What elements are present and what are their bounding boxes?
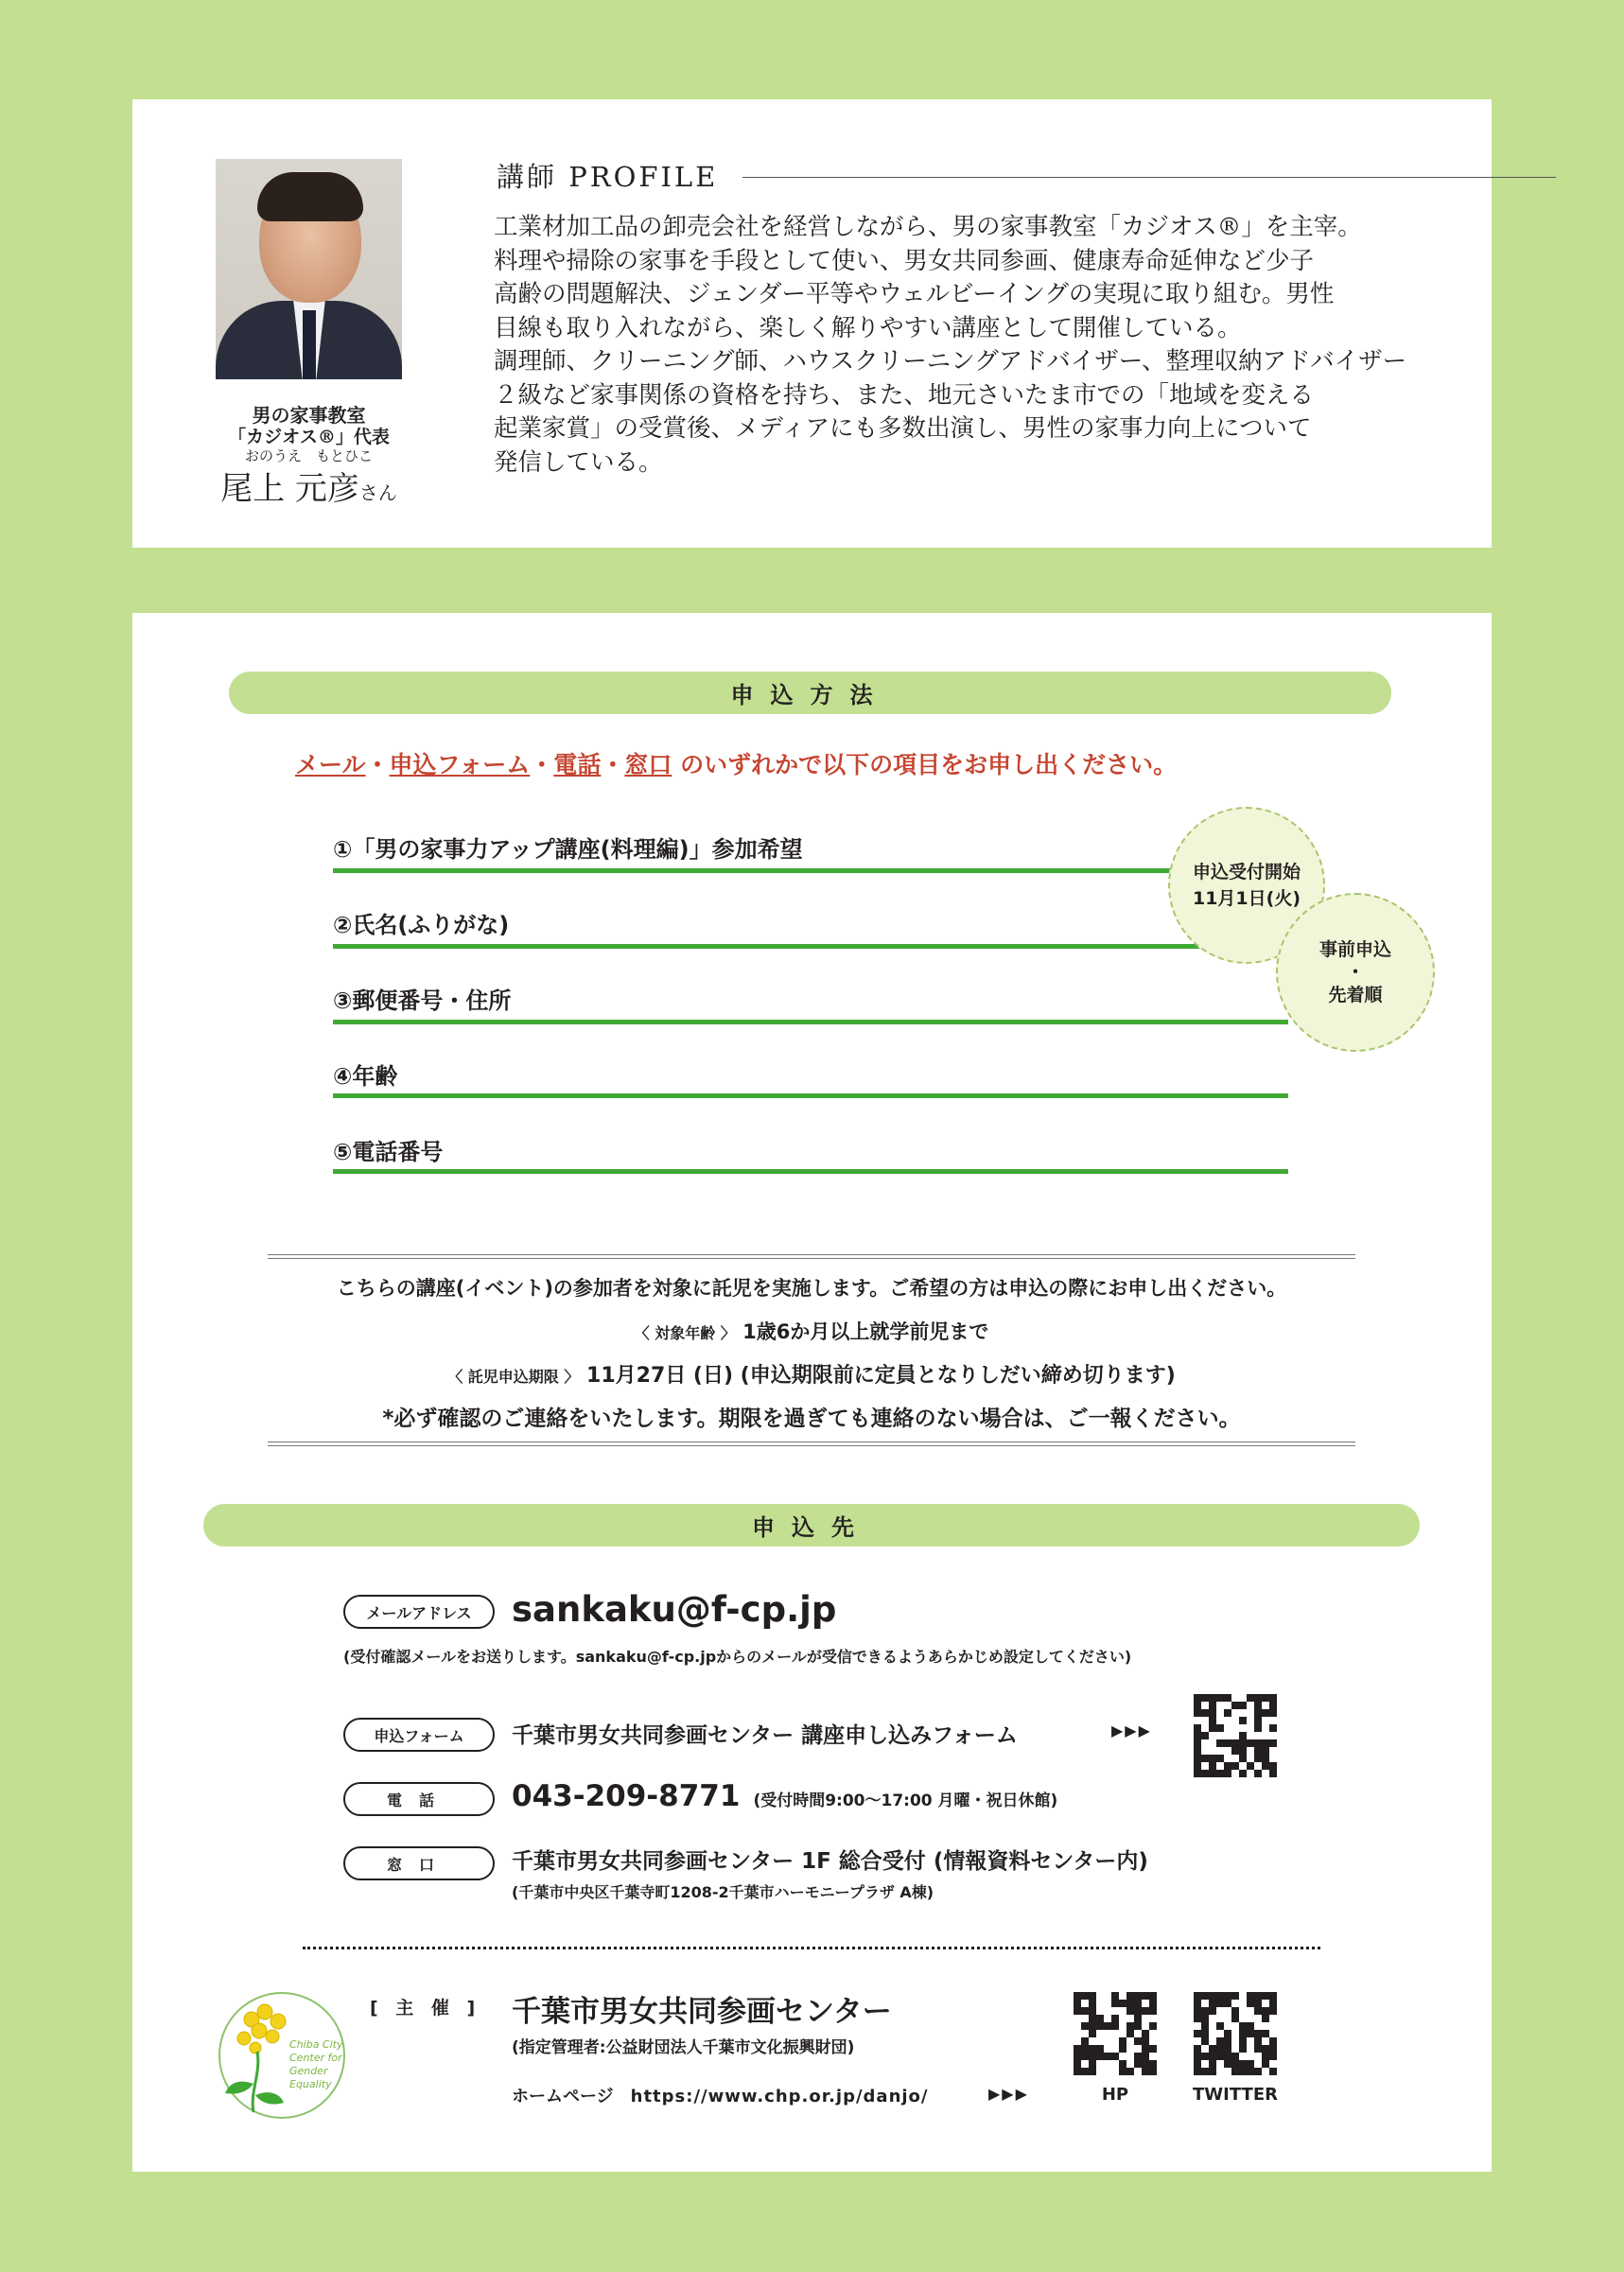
center-logo xyxy=(216,1989,348,2122)
instructor-name xyxy=(216,463,402,509)
childcare-deadline-value: 11月27日 (日) (申込期限前に定員となりしだい締め切ります) xyxy=(579,1364,1176,1388)
childcare-age-tag: 〈 対象年齢 〉 xyxy=(634,1324,736,1342)
hp-qr-code[interactable] xyxy=(1074,1992,1157,2075)
profile-line: 起業家賞」の受賞後、メディアにも多数出演し、男性の家事力向上について xyxy=(494,414,1312,443)
organizer-manager: (指定管理者:公益財団法人千葉市文化振興財団) xyxy=(512,2038,855,2057)
start-date-badge-date: 11月1日(火) xyxy=(1192,888,1301,909)
email-note: (受付確認メールをお送りします。sankaku@f-cp.jpからのメールが受信できるようあらかじめ設定してください) xyxy=(343,1648,1132,1666)
organizer-name: 千葉市男女共同参画センター xyxy=(512,1995,892,2029)
phone-label: 電話 xyxy=(343,1782,495,1816)
homepage-row xyxy=(512,2083,929,2107)
profile-line: 高齢の問題解決、ジェンダー平等やウェルビーイングの実現に取り組む。男性 xyxy=(494,280,1335,308)
method-email: メール xyxy=(295,751,366,778)
first-come-badge-line1: 事前申込 xyxy=(1318,939,1391,960)
twitter-qr-label: TWITTER xyxy=(1193,2085,1278,2105)
required-item: ②氏名(ふりがな) xyxy=(333,912,510,938)
logo-text-line: Equality xyxy=(289,2078,332,2090)
required-item: ⑤電話番号 xyxy=(333,1139,444,1165)
method-intro-tail: のいずれかで以下の項目をお申し出ください。 xyxy=(672,751,1178,778)
item-underline xyxy=(333,944,1288,949)
profile-heading: 講師 PROFILE xyxy=(497,161,719,193)
profile-body xyxy=(494,211,1441,480)
logo-text-line: Chiba City xyxy=(289,2038,343,2051)
childcare-deadline-tag: 〈 託児申込期限 〉 xyxy=(447,1368,580,1386)
organizer-label: [ 主 催 ] xyxy=(370,1998,481,2019)
phone-hours: (受付時間9:00〜17:00 月曜・祝日休館) xyxy=(753,1791,1058,1810)
twitter-qr-code[interactable] xyxy=(1194,1992,1277,2075)
method-intro xyxy=(295,746,1336,780)
profile-line: ２級など家事関係の資格を持ち、また、地元さいたま市での「地域を変える xyxy=(494,380,1315,410)
method-separator: ・ xyxy=(601,751,625,778)
method-counter: 窓口 xyxy=(624,751,672,778)
profile-line: 調理師、クリーニング師、ハウスクリーニングアドバイザー、整理収納アドバイザー xyxy=(494,347,1407,376)
counter-address: (千葉市中央区千葉寺町1208-2千葉市ハーモニープラザ A棟) xyxy=(512,1883,934,1901)
instructor-name-text: 尾上 元彦 xyxy=(220,470,359,508)
instructor-affiliation: 男の家事教室 xyxy=(252,404,366,427)
form-link[interactable]: 千葉市男女共同参画センター 講座申し込みフォーム xyxy=(512,1723,1018,1748)
method-separator: ・ xyxy=(365,751,390,778)
profile-heading-rule xyxy=(742,177,1556,178)
childcare-notice xyxy=(268,1254,1355,1446)
required-item: ③郵便番号・住所 xyxy=(333,987,512,1014)
logo-text-line: Center for xyxy=(289,2052,342,2064)
childcare-intro: こちらの講座(イベント)の参加者を対象に託児を実施します。ご希望の方は申込の際にお申し出ください。 xyxy=(336,1277,1287,1300)
method-heading: 申込方法 xyxy=(229,672,1391,714)
counter-location: 千葉市男女共同参画センター 1F 総合受付 (情報資料センター内) xyxy=(512,1849,1148,1874)
required-item: ④年齢 xyxy=(333,1063,398,1090)
item-underline xyxy=(333,868,1173,873)
phone-number-text: 043-209-8771 xyxy=(512,1779,741,1813)
dotted-divider xyxy=(303,1947,1320,1949)
childcare-age xyxy=(268,1317,1355,1345)
email-label: メールアドレス xyxy=(343,1595,495,1629)
item-underline xyxy=(333,1020,1288,1024)
homepage-url[interactable]: https://www.chp.or.jp/danjo/ xyxy=(630,2087,929,2106)
instructor-honorific: さん xyxy=(358,481,397,504)
item-underline xyxy=(333,1169,1288,1174)
childcare-deadline xyxy=(268,1359,1355,1389)
start-date-badge-label: 申込受付開始 xyxy=(1192,862,1301,883)
profile-line: 工業材加工品の卸売会社を経営しながら、男の家事教室「カジオス®」を主宰。 xyxy=(494,213,1362,241)
method-separator: ・ xyxy=(530,751,554,778)
homepage-label: ホームページ xyxy=(512,2087,614,2106)
notice-rule-bottom xyxy=(268,1442,1355,1446)
instructor-name-reading: おのうえ もとひこ xyxy=(244,447,373,464)
form-label: 申込フォーム xyxy=(343,1718,495,1752)
form-arrow-icon: ▶▶▶ xyxy=(1111,1721,1152,1739)
childcare-confirm-note: *必ず確認のご連絡をいたします。期限を過ぎても連絡のない場合は、ご一報ください。 xyxy=(382,1407,1241,1431)
profile-line: 目線も取り入れながら、楽しく解りやすい講座として開催している。 xyxy=(494,313,1242,342)
homepage-arrow-icon: ▶▶▶ xyxy=(988,2085,1029,2103)
profile-line: 発信している。 xyxy=(494,447,663,477)
profile-line: 料理や掃除の家事を手段として使い、男女共同参画、健康寿命延伸など少子 xyxy=(494,246,1315,275)
required-item: ①「男の家事力アップ講座(料理編)」参加希望 xyxy=(333,836,803,863)
instructor-photo xyxy=(216,159,402,379)
first-come-badge-line3: 先着順 xyxy=(1328,985,1383,1005)
phone-number[interactable] xyxy=(512,1779,1057,1813)
instructor-title: 「カジオス®」代表 xyxy=(228,427,390,447)
email-address[interactable]: sankaku@f-cp.jp xyxy=(512,1589,837,1630)
profile-panel xyxy=(132,99,1492,548)
form-qr-code[interactable] xyxy=(1194,1694,1277,1777)
logo-text-line: Gender xyxy=(289,2065,328,2077)
childcare-age-value: 1歳6か月以上就学前児まで xyxy=(735,1320,989,1343)
item-underline xyxy=(333,1093,1288,1098)
application-panel xyxy=(132,613,1492,2172)
counter-label: 窓口 xyxy=(343,1846,495,1880)
method-phone: 電話 xyxy=(553,751,602,778)
hp-qr-label: HP xyxy=(1101,2085,1129,2105)
first-come-badge-line2: ・ xyxy=(1346,962,1365,983)
destination-heading: 申込先 xyxy=(203,1504,1420,1547)
method-form: 申込フォーム xyxy=(389,751,531,778)
first-come-badge xyxy=(1276,893,1435,1052)
notice-rule-top xyxy=(268,1254,1355,1259)
